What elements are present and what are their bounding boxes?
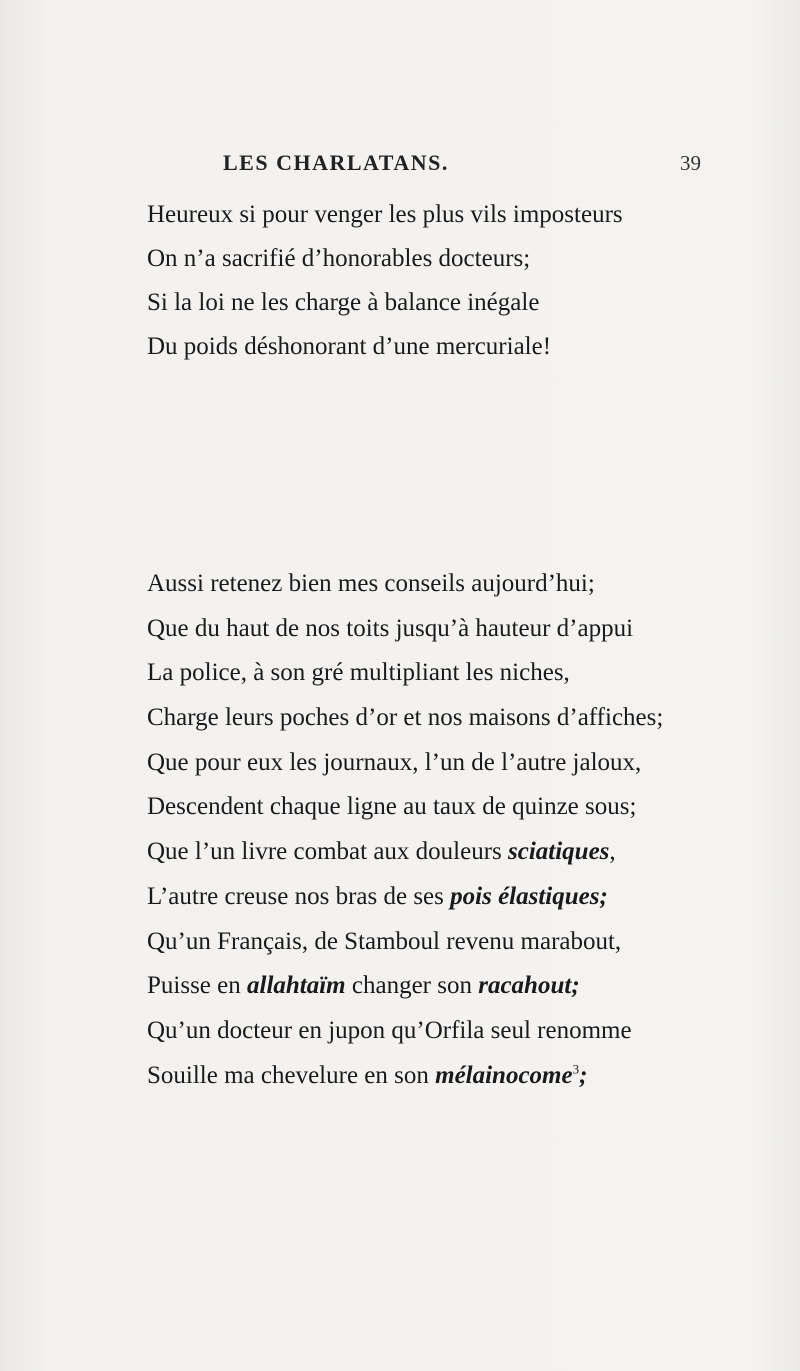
verse-text: Puisse en (147, 972, 247, 1000)
footnote-marker: 3 (572, 1061, 580, 1077)
verse-text: Souille ma chevelure en son (147, 1061, 436, 1089)
verse-line: Descendent chaque ligne au taux de quinze sous; (147, 793, 637, 821)
verse-punctuation: , (609, 838, 616, 866)
verse-text: changer son (345, 972, 479, 1000)
verse-line: Qu’un Français, de Stamboul revenu marabout, (147, 927, 622, 955)
italic-term: pois élastiques; (450, 882, 608, 910)
verse-text: L’autre creuse nos bras de ses (147, 882, 451, 910)
verse-line (147, 1054, 767, 1099)
italic-term: sciatiques (508, 838, 610, 866)
verse-line: Aussi retenez bien mes conseils aujourd’hui; (147, 570, 595, 597)
verse-line: On n’a sacrifié d’honorables docteurs; (147, 245, 531, 272)
verse-line (147, 964, 767, 1009)
verse-line (147, 830, 767, 875)
verse-line: Qu’un docteur en jupon qu’Orfila seul renomme (147, 1016, 632, 1044)
page-number: 39 (680, 151, 701, 175)
page-header (0, 150, 800, 190)
stanza-1 (147, 193, 767, 369)
verse-line: Que pour eux les journaux, l’un de l’autre jaloux, (147, 748, 642, 776)
verse-line (147, 875, 767, 920)
verse-line: Que du haut de nos toits jusqu’à hauteur d’appui (147, 614, 634, 642)
running-title: LES CHARLATANS. (223, 150, 449, 175)
verse-line: Si la loi ne les charge à balance inégale (147, 289, 540, 316)
italic-term: racahout; (478, 972, 580, 1000)
verse-line: Charge leurs poches d’or et nos maisons d’affiches; (147, 704, 664, 732)
verse-line: Heureux si pour venger les plus vils imposteurs (147, 201, 623, 228)
italic-term: allahtaïm (247, 972, 346, 1000)
verse-line: Du poids déshonorant d’une mercuriale! (147, 333, 552, 360)
verse-punctuation: ; (579, 1061, 588, 1089)
verse-line: La police, à son gré multipliant les niches, (147, 659, 570, 687)
stanza-2 (147, 562, 767, 1098)
italic-term: mélainocome (435, 1061, 573, 1089)
verse-text: Que l’un livre combat aux douleurs (147, 838, 509, 866)
